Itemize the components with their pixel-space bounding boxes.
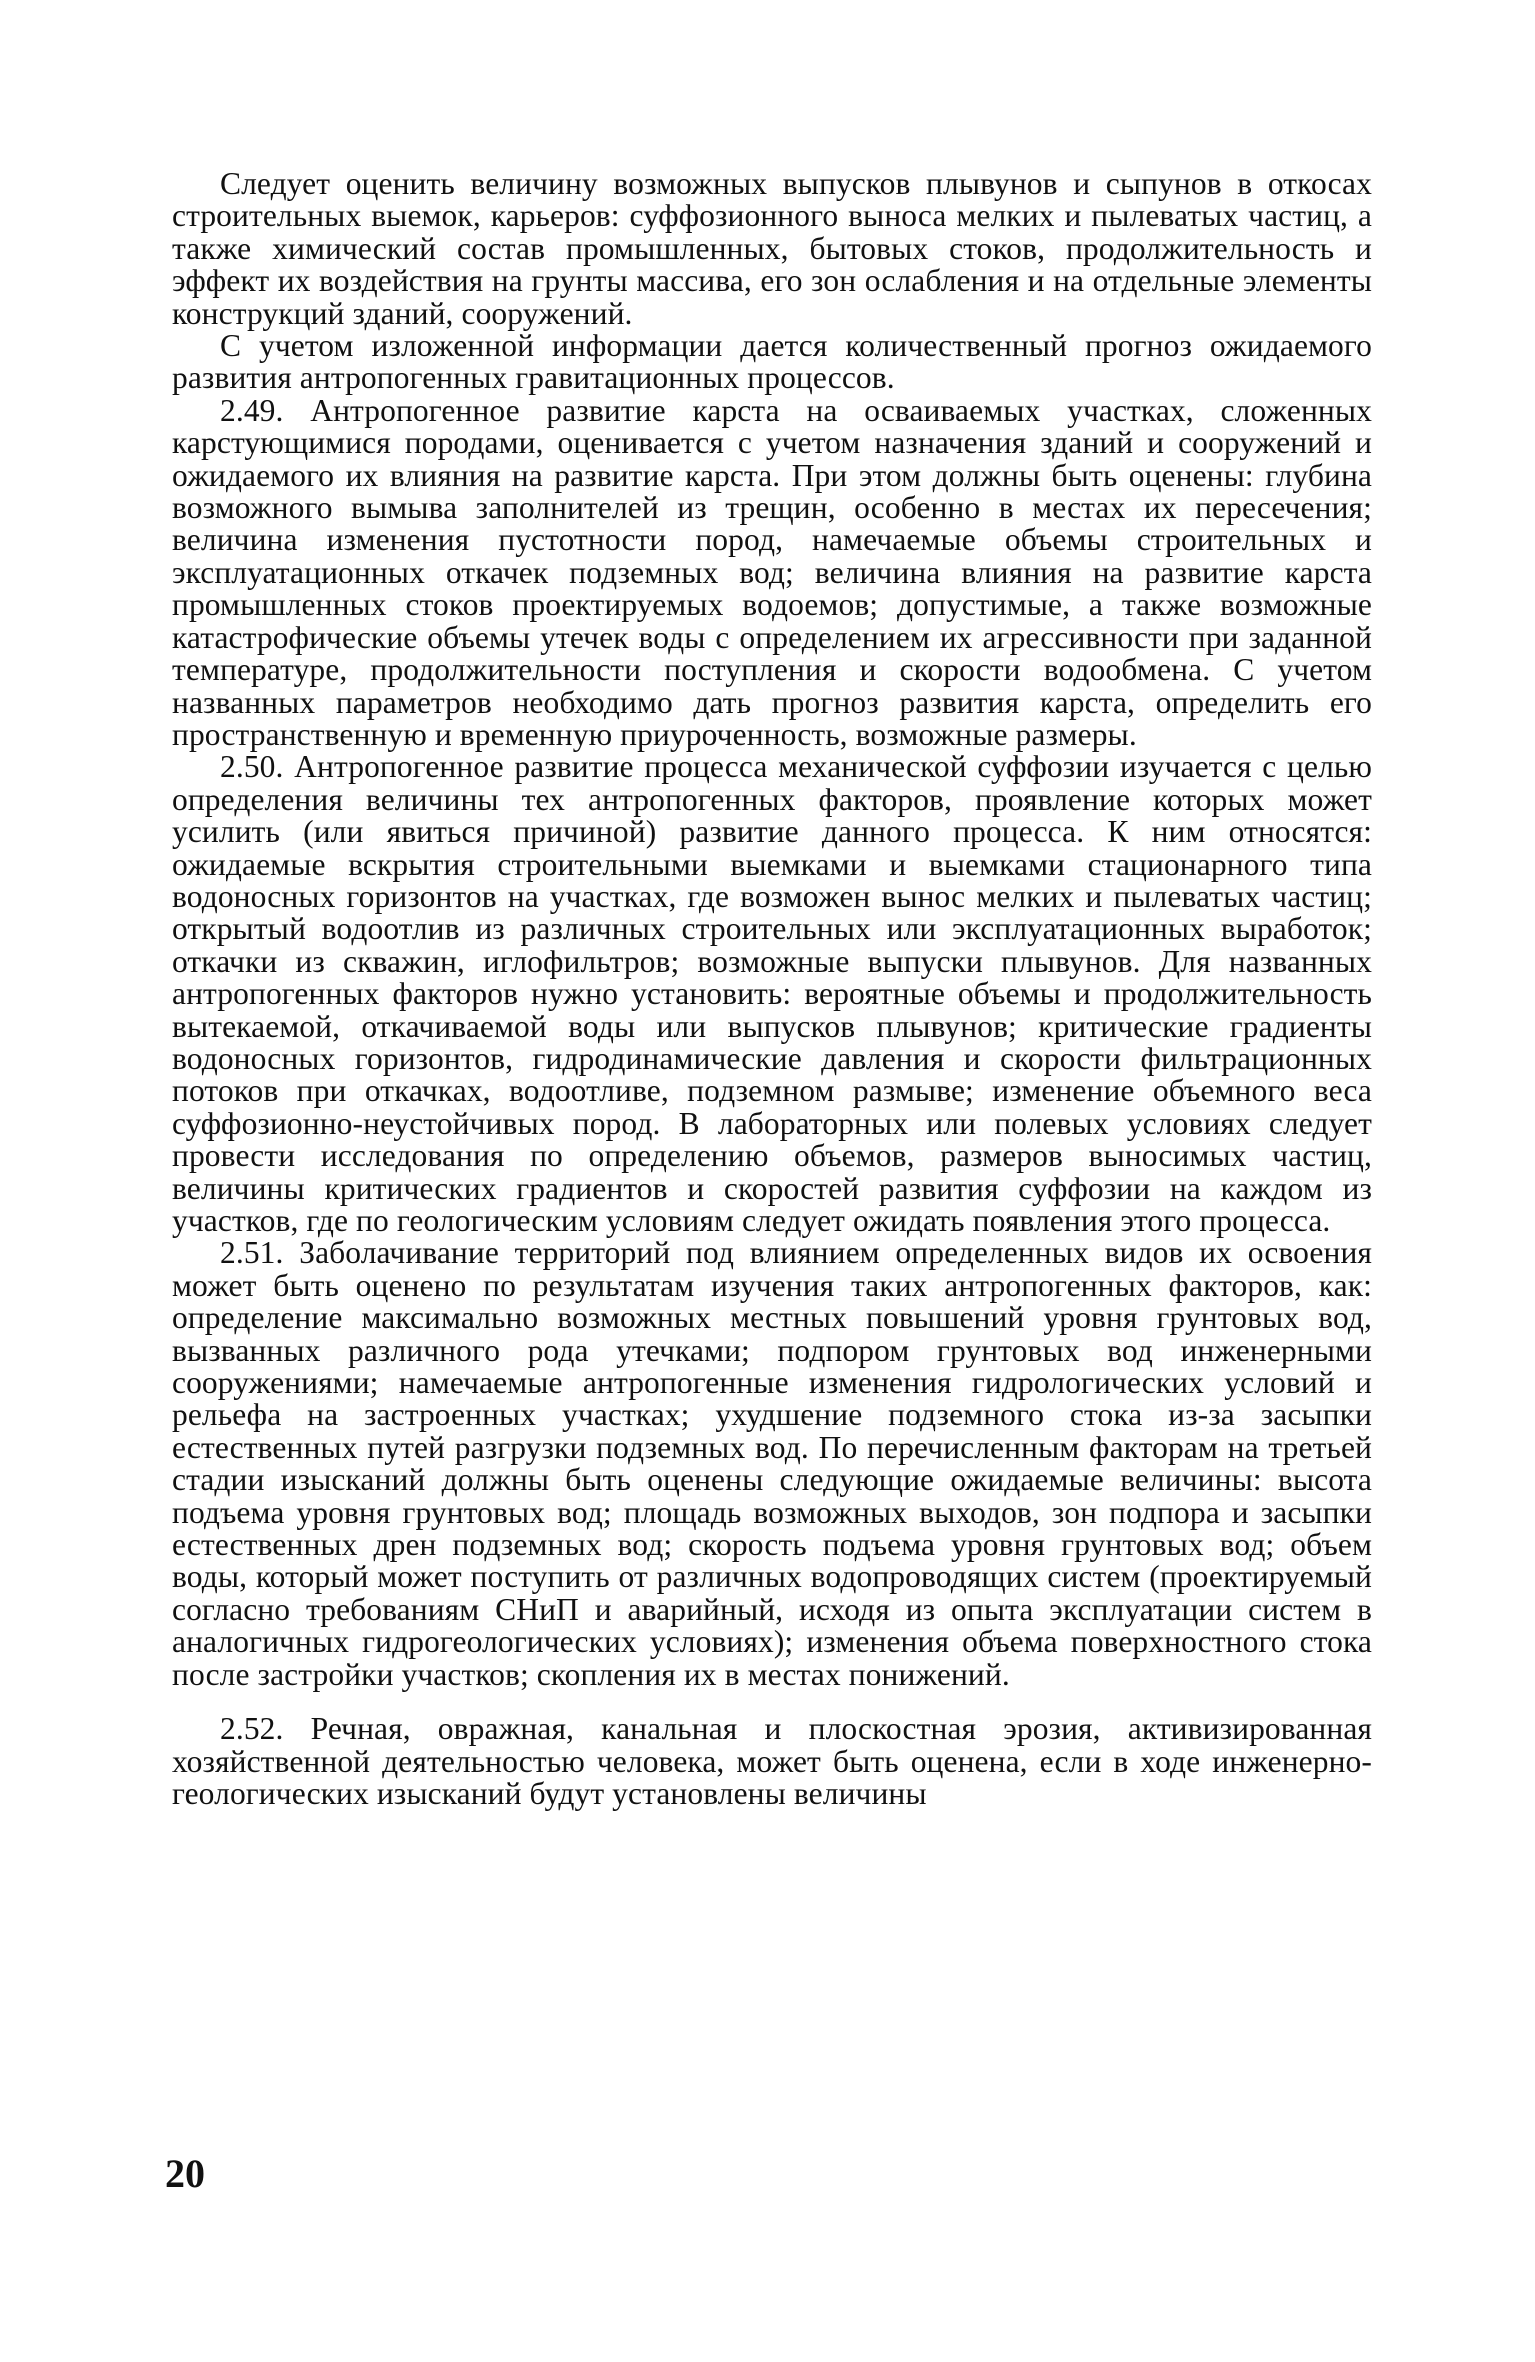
page-number: 20: [165, 2151, 205, 2196]
paragraph-number: 2.52.: [220, 1711, 284, 1747]
document-page: [172, 168, 1372, 1810]
paragraph-2-50: [172, 751, 1372, 1237]
paragraph-number: 2.49.: [220, 392, 284, 428]
paragraph-number: 2.51.: [220, 1235, 284, 1271]
paragraph-text: Антропогенное развитие процесса механической суффозии изучается с целью определения величины тех антропогенных факторов, проявление которых может усилить (или явиться причиной) развитие данного процесса. К ним относятся: ожидаемые вскрытия строительными выемками и выемками стационарного типа водоносных горизонтов на участках, где возможен вынос мелких и пылеватых частиц; открытый водоотлив из различных строительных или эксплуатационных выработок; откачки из скважин, иглофильтров; возможные выпуски плывунов. Для названных антропогенных факторов нужно установить: вероятные объемы и продолжительность вытекаемой, откачиваемой воды или выпусков плывунов; критические градиенты водоносных горизонтов, гидродинамические давления и скорости фильтрационных потоков при откачках, водоотливе, подземном размыве; изменение объемного веса суффозионно-неустойчивых пород. В лабораторных или полевых условиях следует провести исследования по определению объемов, размеров выносимых частиц, величины критических градиентов и скоростей развития суффозии на каждом из участков, где по геологическим условиям следует ожидать появления этого процесса.: [172, 749, 1372, 1238]
paragraph-2-51: [172, 1237, 1372, 1691]
paragraph-text: Антропогенное развитие карста на осваиваемых участках, сложенных карстующимися породами, оценивается с учетом назначения зданий и сооружений и ожидаемого их влияния на развитие карста. При этом должны быть оценены: глубина возможного вымыва заполнителей из трещин, особенно в местах их пересечения; величина изменения пустотности пород, намечаемые объемы строительных и эксплуатационных откачек подземных вод; величина влияния на развитие карста промышленных стоков проектируемых водоемов; допустимые, а также возможные катастрофические объемы утечек воды с определением их агрессивности при заданной температуре, продолжительности поступления и скорости водообмена. С учетом названных параметров необходимо дать прогноз развития карста, определить его пространственную и временную приуроченность, возможные размеры.: [172, 392, 1372, 752]
paragraph-2-52: [172, 1713, 1372, 1810]
paragraph-forecast: [172, 330, 1372, 395]
paragraph-text: Речная, овражная, канальная и плоскостная эрозия, активизированная хозяйственной деятельностью человека, может быть оценена, если в ходе инженерно-геологических изысканий будут установлены величины: [172, 1711, 1372, 1811]
paragraph-text: Заболачивание территорий под влиянием определенных видов их освоения может быть оценено по результатам изучения таких антропогенных факторов, как: определение максимально возможных местных повышений уровня грунтовых вод, вызванных различного рода утечками; подпором грунтовых вод инженерными сооружениями; намечаемые антропогенные изменения гидрологических условий и рельефа на застроенных участках; ухудшение подземного стока из-за засыпки естественных путей разгрузки подземных вод. По перечисленным факторам на третьей стадии изысканий должны быть оценены следующие ожидаемые величины: высота подъема уровня грунтовых вод; площадь возможных выходов, зон подпора и засыпки естественных дрен подземных вод; скорость подъема уровня грунтовых вод; объем воды, который может поступить от различных водопроводящих систем (проектируемый согласно требованиям СНиП и аварийный, исходя из опыта эксплуатации систем в аналогичных гидрогеологических условиях); изменения объема поверхностного стока после застройки участков; скопления их в местах понижений.: [172, 1235, 1372, 1692]
paragraph-text: С учетом изложенной информации дается количественный прогноз ожидаемого развития антропогенных гравитационных процессов.: [172, 328, 1372, 396]
paragraph-2-49: [172, 392, 1372, 752]
paragraph-text: Следует оценить величину возможных выпусков плывунов и сыпунов в откосах строительных выемок, карьеров: суффозионного выноса мелких и пылеватых частиц, а также химический состав промышленных, бытовых стоков, продолжительность и эффект их воздействия на грунты массива, его зон ослабления и на отдельные элементы конструкций зданий, сооружений.: [172, 166, 1372, 331]
paragraph-number: 2.50.: [220, 749, 284, 785]
paragraph-intro: [172, 168, 1372, 330]
